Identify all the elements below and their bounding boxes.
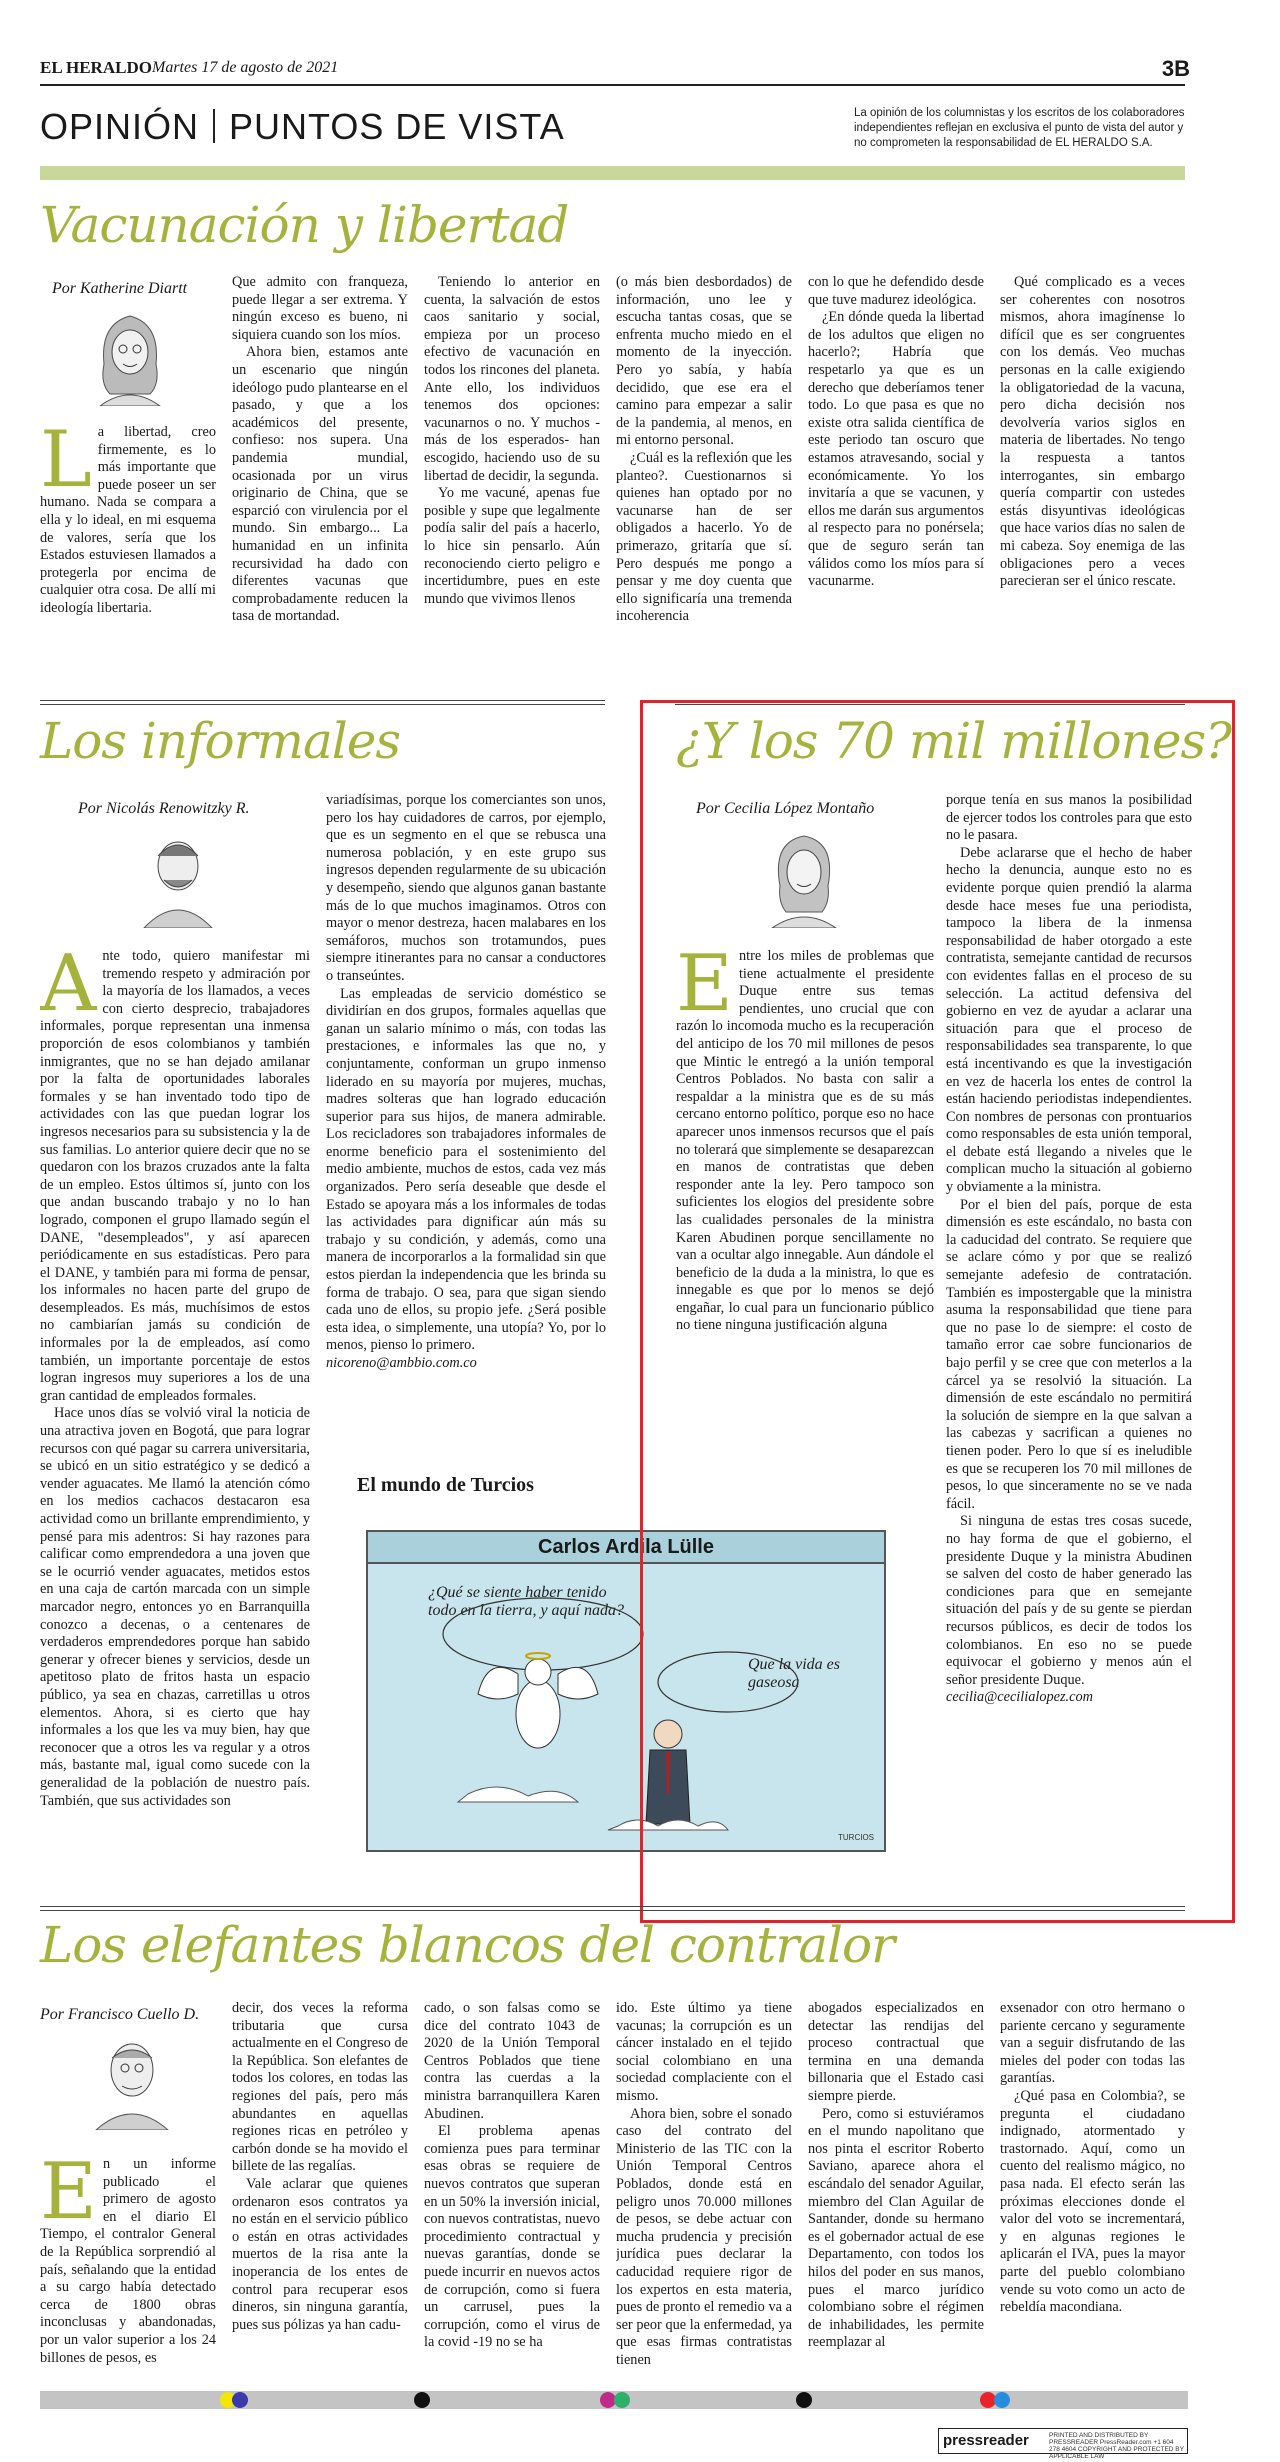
issue-date: Martes 17 de agosto de 2021 bbox=[152, 59, 339, 76]
article-title-informales: Los informales bbox=[40, 712, 401, 770]
article2-column-2: variadísimas, porque los comerciantes son unos, pero los hay cuidadores de carros, por ejemplo, que es un segmento en el que se rebusca una numerosa población, y en este grupo sus ingresos dependen regularmente de su ubicación y desempeño, siendo que algunos ganan bastante más de lo que muchos imaginamos. Otros con mayor o menor destreza, hacen malabares en los semáforos, muchos son trotamundos, pues siempre itinerantes para no cansar a conductores o transeúntes. Las empleadas de servicio doméstico se dividirían en dos grupos, formales aquellas que ganan un salario mínimo o más, con todas las prestaciones, e informales las que no, y conjuntamente, conforman un grupo inmenso liderado en su mayoría por mujeres, muchas, madres solteras que han logrado educación superior para sus hijos, de manera admirable. Los recicladores son trabajadores informales de enorme beneficio para el sostenimiento del medio ambiente, muchos de estos, cada vez más organizados. Pero sería deseable que desde el Estado se apoyara más a los informales de todas las actividades para dignificar aún más su trabajo y su condición, y además, como una manera de incorporarlos a la formalidad sin que estos pierdan la independencia que les brinda su forma de trabajo. O sea, para que sigan siendo cada uno de ellos, su propio jefe. ¿Será posible esta idea, o simplemente, una utopía? Yo, por lo menos, pienso lo primero. nicoreno@ambbio.com.co bbox=[326, 792, 606, 1371]
section-divider-left bbox=[40, 700, 605, 705]
cartoon-section-title: El mundo de Turcios bbox=[357, 1474, 534, 1496]
article1-column-4: (o más bien desbordados) de información, uno lee y escucha tantas cosas, que se enfrenta mucho miedo en el momento de la inyección. Pero yo sabía, y había decidido, que ese era el camino para empezar a salir de la pandemia, al menos, en mi entorno personal. ¿Cuál es la reflexión que les planteo?. Cuestionarnos si quienes han optado por no vacunarse han de ser obligados a hacerlo. Yo de primerazo, gritaría que sí. Pero después me pongo a pensar y me doy cuenta que ello significaría una tremenda incoherencia bbox=[616, 274, 792, 625]
article4-column-5: abogados especializados en detectar las rendijas del proceso contractual que termina en una demanda billonaria que el Estado casi siempre pierde. Pero, como si estuviéramos en el mundo napolitano que nos pinta el escritor Roberto Saviano, aparece ahora el escándalo del senador Aguilar, miembro del Clan Aguilar de Santander, donde su hermano es el gobernador actual de ese Departamento, con todos los hilos del poder en sus manos, pues el marco jurídico colombiano sobre el régimen de inhabilidades, les permite reemplazar al bbox=[808, 2000, 984, 2351]
article1-column-1: La libertad, creo firmemente, es lo más importante que puede poseer un ser humano. Nada se compara a ella y lo ideal, en mi esquema de valores, sería que los Estados estuviesen llamados a protegerla por encima de cualquier otra cosa. De allí mi ideología libertaria. bbox=[40, 424, 216, 616]
article1-column-2: Que admito con franqueza, puede llegar a ser extrema. Y ningún exceso es bueno, ni siquiera cuando son los míos. Ahora bien, estamos ante un escenario que ningún ideólogo pudo plantearse en el pasado, y que a los académicos del presente, confieso: nos supera. Una pandemia mundial, ocasionada por un virus originario de China, que se esparció con virulencia por el mundo. Sin embargo... La humanidad en un infinita recursividad ha dado con diferentes vacunas que comprobadamente reducen la tasa de mortandad. bbox=[232, 274, 408, 625]
author-email-renowitzky[interactable]: nicoreno@ambbio.com.co bbox=[326, 1355, 477, 1371]
byline-renowitzky: Por Nicolás Renowitzky R. bbox=[78, 800, 250, 817]
article2-column-1: Ante todo, quiero manifestar mi tremendo respeto y admiración por la mayoría de los llamados, a veces con cierto desprecio, trabajadores informales, porque representan una inmensa proporción de esos colombianos y también inmigrantes, que no se han dejado amilanar por la falta de oportunidades laborales formales y se han inventado todo tipo de actividades con las que puedan lograr los ingresos necesarios para su subsistencia y la de sus familias. Lo anterior quiere decir que no se quedaron con los brazos cruzados ante la falta de un empleo. Estos últimos sí, junto con los que andan buscando trabajo y no lo han logrado, componen el grupo llamado según el DANE, "desempleados", y así aparecen periódicamente en sus estadísticas. Pero para el DANE, y también para mi forma de pensar, los informales no hacen parte del grupo de desempleados. Es más, muchísimos de estos no cambiarían jamás su condición de informales por la de empleados, así como también, un importante porcentaje de estos logran ingresos muy superiores a los de una gran cantidad de empleados formales. Hace unos días se volvió viral la noticia de una atractiva joven en Bogotá, que para lograr recursos con qué pagar su carrera universitaria, se ubicó en un sitio estratégico y se dedicó a vender aguacates. Me llamó la atención cómo en los medios cachacos destacaron esa actividad como un brillante emprendimiento, y pensé para mis adentros: Si hay razones para calificar como emprendedora a una joven que se le ocurrió vender aguacates, metidos estos en una caja de cartón marcada con un simple marcador negro, entonces yo en Barranquilla conozco a decenas, o a centenares de verdaderos emprendedores porque han sabido generar y ofrecer bienes y servicios, desde un apetitoso plato de fritos hasta un espacio público, ya sea en chazas, carretillas u otros elementos. Ahora, si es cierto que hay informales a los que les va muy bien, hay que reconocer que a otros les va regular y a otros más, bastante mal, igual como sucede con la generalidad de la población de nuestro país. También, que sus actividades son bbox=[40, 948, 310, 1809]
section-divider-bottom bbox=[40, 1906, 1185, 1911]
article4-column-3: cado, o son falsas como se dice del contrato 1043 de 2020 de la Unión Temporal Centros Poblados que tiene contra las cuerdas a la ministra barranquillera Karen Abudinen. El problema apenas comienza pues para terminar esas obras se requiere de nuevos contratos que superan en un 50% la inversión inicial, con nuevos contratistas, nuevo procedimiento contractual y nuevas garantías, donde se puede incurrir en nuevos actos de corrupción, como si fuera un carrusel, pues la corrupción, como el virus de la covid -19 no se ha bbox=[424, 2000, 600, 2351]
article-title-70-mil-millones: ¿Y los 70 mil millones? bbox=[676, 712, 1231, 770]
dropcap-l: L bbox=[40, 424, 92, 505]
highlight-box bbox=[640, 700, 1235, 1923]
article4-column-1: En un informe publicado el primero de agosto en el diario El Tiempo, el contralor General de la República sorprendió al país, señalando que la entidad a su cargo había detectado cerca de 1800 obras inconclusas y abandonadas, por un valor superior a los 24 billones de pesos, es bbox=[40, 2156, 216, 2366]
byline-diartt: Por Katherine Diartt bbox=[52, 280, 188, 297]
pressreader-footer bbox=[938, 2428, 1188, 2460]
editorial-disclaimer: La opinión de los columnistas y los escritos de los colaboradores independientes reflejan en exclusiva el punto de vista del autor y no comprometen la responsabilidad de EL HERALDO S.A. bbox=[854, 107, 1185, 149]
page-number: 3B bbox=[1161, 56, 1190, 81]
article3-column-1: Entre los miles de problemas que tiene actualmente el presidente Duque entre sus temas pendientes, uno crucial que con razón lo incomoda mucho es la recuperación del anticipo de los 70 mil millones de pesos que Mintic le entregó a la unión temporal Centros Poblados. No basta con salir a respaldar a la ministra que es de su más cercano entorno político, porque eso no hace aparecer unos inmensos recursos que el país no tolerará que simplemente se desaparezcan en manos de contratistas que deben responder ante la ley. Pero tampoco son suficientes los elogios del presidente sobre las cualidades personales de la ministra Karen Abudinen porque sencillamente no van a ocultar algo innegable. Aun dándole el beneficio de la duda a la ministra, lo que es innegable es que por lo menos se dejó engañar, lo cual para un funcionario público no tiene ninguna justificación alguna bbox=[676, 948, 934, 1334]
dropcap-e-2: E bbox=[40, 2156, 97, 2237]
article1-column-5: con lo que he defendido desde que tuve madurez ideológica. ¿En dónde queda la libertad de los adultos que eligen no hacerlo?; Habría que respetarlo ya que es un derecho que deberíamos tener todo. Lo que pasa es que no existe otra salida científica de este periodo tan oscuro que estamos atravesando, social y económicamente. Yo los invitaría a que se vacunen, y ellos me darán sus argumentos al respecto para no ponérsela; que de seguro serán tan válidos como los míos para sí vacunarme. bbox=[808, 274, 984, 590]
dropcap-a: A bbox=[40, 948, 97, 1029]
author-email-lopez[interactable]: cecilia@cecilialopez.com bbox=[946, 1689, 1093, 1706]
subsection-name: PUNTOS DE VISTA bbox=[229, 106, 565, 147]
article1-column-6: Qué complicado es a veces ser coherentes con nosotros mismos, ahora imagínense lo difícil que es ser congruentes con los demás. Veo muchas personas en la calle exigiendo la obligatoriedad de la vacuna, pero dicha decisión nos devolvería varios siglos en materia de libertades. No tengo la respuesta a tantos interrogantes, sin embargo quería compartir con ustedes estás disyuntivas ideológicas que hace varios días no salen de mi cabeza. Soy enemiga de las obligaciones pero a veces parecieran ser el único rescate. bbox=[1000, 274, 1185, 590]
article-title-vacunacion: Vacunación y libertad bbox=[40, 196, 569, 254]
author-portrait-renowitzky bbox=[138, 826, 218, 928]
registration-dot-green bbox=[614, 2392, 630, 2408]
section-accent-bar bbox=[40, 166, 1185, 180]
cartoon-bubble-left: ¿Qué se siente haber tenido todo en la tierra, y aquí nada? bbox=[428, 1584, 624, 1619]
byline-lopez-montano: Por Cecilia López Montaño bbox=[696, 800, 875, 817]
byline-cuello: Por Francisco Cuello D. bbox=[40, 2006, 200, 2023]
cartoon-banner: Carlos Ardila Lülle bbox=[368, 1532, 884, 1564]
cartoon-signature: TURCIOS bbox=[838, 1833, 874, 1842]
newspaper-name: EL HERALDO bbox=[40, 58, 152, 77]
section-name: OPINIÓN bbox=[40, 106, 200, 147]
registration-dot-black-2 bbox=[796, 2392, 812, 2408]
pressreader-fine-print: PRINTED AND DISTRIBUTED BY PRESSREADER PressReader.com +1 604 278 4604 COPYRIGHT AND PROTECTED BY APPLICABLE LAW bbox=[1049, 2432, 1184, 2460]
article4-column-2: decir, dos veces la reforma tributaria que cursa actualmente en el Congreso de la República. Son elefantes de todos los colores, en todas las regiones del país, pero más abundantes en aquellas regiones ricas en petróleo y carbón donde se ha movido el billete de las regalías. Vale aclarar que quienes ordenaron esos contratos ya no están en el servicio público o están en otras actividades muertos de la risa ante la inoperancia de los entes de control para recuperar esos dineros, sin ninguna garantía, pues sus pólizas ya han cadu- bbox=[232, 2000, 408, 2333]
author-portrait-cuello bbox=[92, 2028, 172, 2130]
author-portrait-diartt bbox=[90, 304, 170, 406]
masthead-rule bbox=[40, 84, 1185, 86]
article3-column-2: porque tenía en sus manos la posibilidad de ejercer todos los controles para que esto no le pasara. Debe aclararse que el hecho de haber hecho la denuncia, aunque esto no es evidente porque quien prendió la alarma desde hace meses fue una periodista, tampoco la libera de la inmensa responsabilidad de haber otorgado a este contratista, semejante cantidad de recursos con evidentes fallas en el proceso de su selección. La actitud defensiva del gobierno en vez de ayudar a aclarar una situación para que el proceso de responsabilidades sea transparente, lo que está incentivando es que la investigación en vez de hacerla los entes de control la están haciendo periodistas independientes. Con nombres de personas con prontuarios como responsables de esta unión temporal, el debate está llegando a niveles que le complican mucho la situación al gobierno y obviamente a la ministra. Por el bien del país, porque de esta dimensión es este escándalo, no basta con la caducidad del contrato. Se requiere que se aclare cómo y por que se realizó semejante adefesio de contratación. También es impostergable que la ministra asuma la responsabilidad que tiene para que no pase lo de siempre: el costo de tamaño error cae sobre funcionarios de bajo perfil y se cree que con meterlos a la cárcel ya se resolvió la situación. La dimensión de este escándalo no permitirá la solución de siempre en la que salvan a las cabezas y sacrifican a quienes no tienen poder. Pero lo que sí es ineludible es que se recuperen los 70 mil millones de pesos, lo que sinceramente no se ve nada fácil. Si ninguna de estas tres cosas sucede, no hay forma de que el gobierno, el presidente Duque y la ministra Abudinen se salven del costo de haber generado las condiciones para que en semejante situación del país y de su gente se pierdan recursos públicos, es decir de todos los colombianos. En eso no se puede equivocar el gobierno y menos aún el señor presidente Duque. cecilia@cecilialopez.com bbox=[946, 792, 1192, 1706]
pressreader-logo: pressreader bbox=[943, 2432, 1029, 2449]
registration-dot-blue bbox=[232, 2392, 248, 2408]
article4-column-4: ido. Este último ya tiene vacunas; la corrupción es un cáncer instalado en el tejido social colombiano en una sociedad complaciente con el mismo. Ahora bien, sobre el sonado caso del contrato del Ministerio de las TIC con la Unión Temporal Centros Poblados, donde está en peligro unos 70.000 millones de pesos, se debe actuar con mucha prudencia y precisión jurídica pues declarar la caducidad requiere rigor de los expertos en esta materia, pues de pronto el remedio va a ser peor que la enfermedad, ya que esas firmas contratistas tienen bbox=[616, 2000, 792, 2368]
dropcap-e: E bbox=[676, 948, 733, 1029]
article-title-elefantes: Los elefantes blancos del contralor bbox=[40, 1916, 895, 1974]
registration-dot-black bbox=[414, 2392, 430, 2408]
article1-column-3: Teniendo lo anterior en cuenta, la salvación de estos caos sanitario y social, empieza por un proceso efectivo de vacunación en todos los rincones del planeta. Ante ello, los individuos tenemos dos opciones: vacunarnos o no. Y muchos -más de los esperados- han escogido, haciendo uso de su libertad de decidir, la segunda. Yo me vacuné, apenas fue posible y supe que legalmente podía salir del país a hacerlo, lo hice sin pensarlo. Aún reconociendo cierto peligro e incertidumbre, pues en este mundo que vivimos llenos bbox=[424, 274, 600, 607]
section-header bbox=[40, 106, 565, 148]
masthead bbox=[40, 54, 1190, 84]
article4-column-6: exsenador con otro hermano o pariente cercano y seguramente van a seguir disfrutando de las mieles del poder con todas las garantías. ¿Qué pasa en Colombia?, se pregunta el ciudadano indignado, atormentado y trastornado. Aquí, como un cuento del realismo mágico, no pasa nada. El efecto serán las próximas elecciones donde el valor del voto se incrementará, y en algunas regiones le aplicarán el IVA, pues la mayor parte del pueblo colombiano vende su voto como un acto de rebeldía macondiana. bbox=[1000, 2000, 1185, 2316]
section-divider bbox=[213, 109, 215, 143]
registration-dot-cyan bbox=[994, 2392, 1010, 2408]
cartoon-bubble-right: Que la vida es gaseosa bbox=[748, 1656, 840, 1691]
